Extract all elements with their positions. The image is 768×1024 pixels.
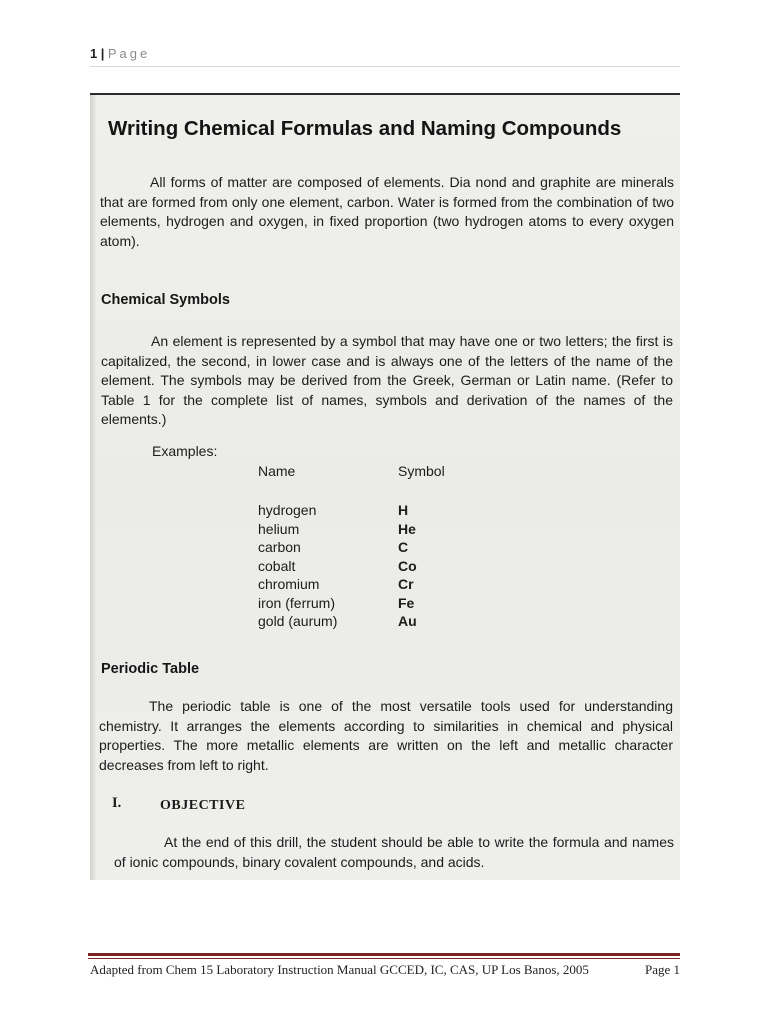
table-row [258,538,445,557]
intro-text: All forms of matter are composed of elements. Dia nond and graphite are minerals that are formed from only one element, carbon. Water is formed from the combination of two elements, hydrogen and oxygen, in fixed proportion (two hydrogen atoms to every oxygen atom). [100,174,674,249]
page-footer [90,962,680,978]
element-name: cobalt [258,557,296,574]
objective-paragraph [114,833,674,872]
objective-text: At the end of this drill, the student should be able to write the formula and names of ionic compounds, binary covalent compounds, and acids. [114,834,674,870]
document-title: Writing Chemical Formulas and Naming Compounds [108,117,622,140]
page-label: Page [107,46,151,61]
footer-divider-thick [88,953,680,956]
column-header-name: Name [258,463,296,479]
element-symbol: Cr [398,576,414,593]
objective-heading: OBJECTIVE [160,798,246,813]
table-row [258,520,445,539]
examples-table [258,463,445,631]
element-symbol: Au [398,613,417,630]
element-name: iron (ferrum) [258,594,336,611]
scanned-page-image [90,93,680,880]
chemical-symbols-paragraph [101,332,673,430]
examples-label: Examples: [152,443,218,459]
chemical-symbols-text: An element is represented by a symbol that may have one or two letters; the first is capitalized, the second, in lower case and is always one of the letters of the name of the element. The symbols may be derived from the Greek, German or Latin name. (Refer to Table 1 for the complete list of names, symbols and derivation of the names of the elements.) [101,333,673,427]
element-symbol: Co [398,557,417,574]
element-symbol: He [398,520,416,537]
page-header [90,46,150,61]
element-name: chromium [258,576,320,593]
element-symbol: Fe [398,594,415,611]
element-name: carbon [258,539,301,556]
table-row [258,612,445,631]
objective-number: I. [112,795,122,811]
table-row [258,575,445,594]
scan-shadow-edge [90,95,96,880]
table-row [258,594,445,613]
chemical-symbols-heading: Chemical Symbols [101,292,230,308]
element-symbol: C [398,539,409,556]
footer-divider-thin [88,958,680,959]
periodic-table-text: The periodic table is one of the most versatile tools used for understanding chemistry. It arranges the elements according to similarities in chemical and physical properties. The more metallic elements are written on the left and metallic character decreases from left to right. [99,698,673,773]
element-name: helium [258,520,300,537]
footer-page-number: Page 1 [644,962,680,977]
header-divider [90,66,680,67]
periodic-table-paragraph [99,697,673,775]
footer-source: Adapted from Chem 15 Laboratory Instruction Manual GCCED, IC, CAS, UP Los Banos, 2005 [90,962,589,977]
element-name: gold (aurum) [258,613,338,630]
table-row [258,501,445,520]
page-number: 1 [90,46,98,61]
column-header-symbol: Symbol [398,463,445,479]
element-name: hydrogen [258,502,317,519]
element-symbol: H [398,502,409,519]
periodic-table-heading: Periodic Table [101,661,200,677]
header-separator: | [100,46,105,61]
table-row [258,557,445,576]
intro-paragraph [100,173,674,251]
examples-table-header [258,463,445,483]
